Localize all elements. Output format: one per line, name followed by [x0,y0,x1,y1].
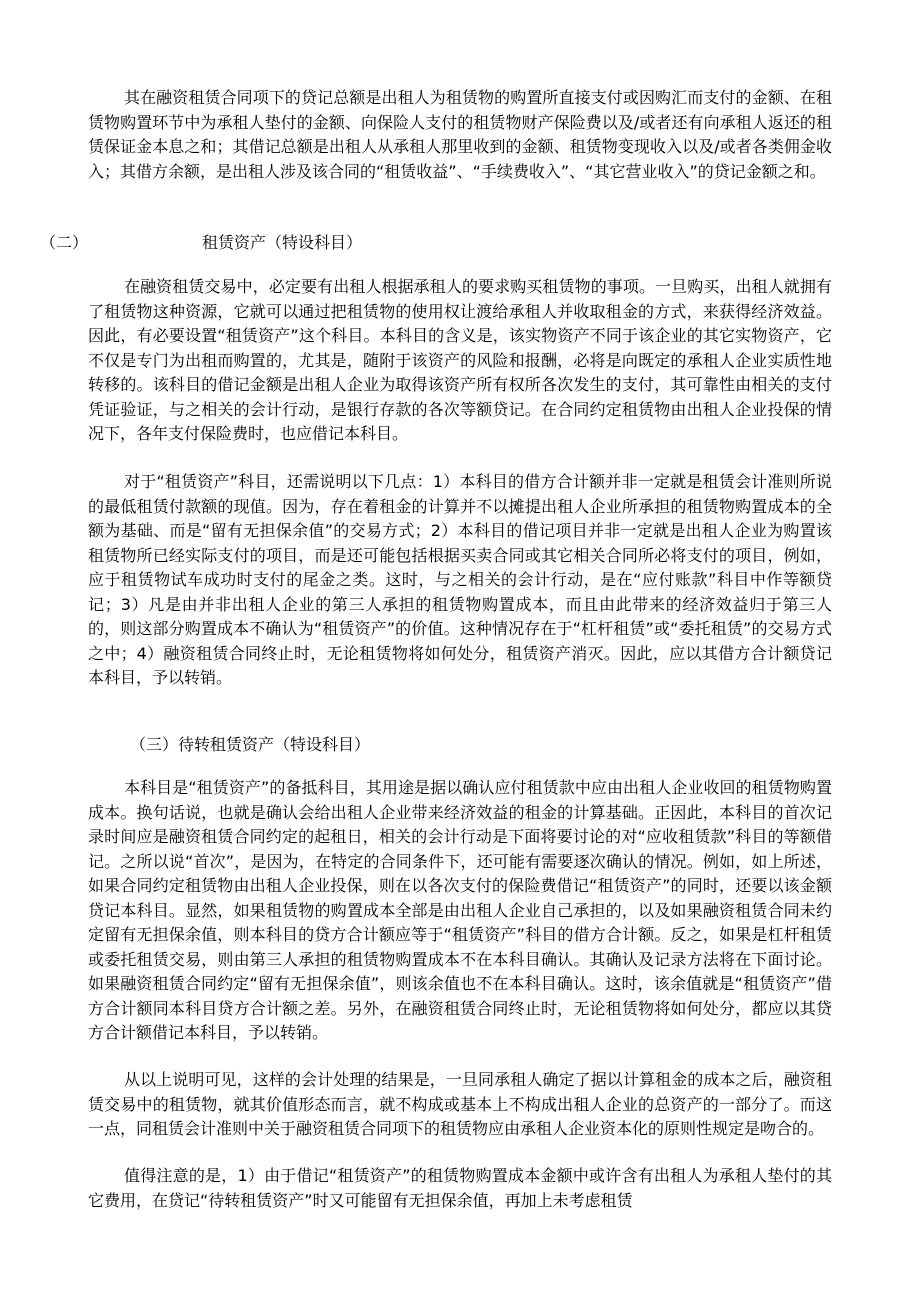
section-heading-lease-assets: 租赁资产（特设科目） [202,233,363,252]
paragraph-lease-assets-notes: 对于“租赁资产”科目，还需说明以下几点：1）本科目的借方合计额并非一定就是租赁会计准则所说的最低租赁付款额的现值。因为，存在着租金的计算并不以摊提出租人企业所承担的租赁物购置成本的全额为基础、而是“留有无担保余值”的交易方式；2）本科目的借记项目并非一定就是出租人企业为购置该租赁物所已经实际支付的项目，而是还可能包括根据买卖合同或其它相关合同所必将支付的项目，例如，应于租赁物试车成功时支付的尾金之类。这时，与之相关的会计行动，是在“应付账款”科目中作等额贷记；3）凡是由并非出租人企业的第三人承担的租赁物购置成本，而且由此带来的经济效益归于第三人的，则这部分购置成本不确认为“租赁资产”的价值。这种情况存在于“杠杆租赁”或“委托租赁”的交易方式之中；4）融资租赁合同终止时，无论租赁物将如何处分，租赁资产消灭。因此，应以其借方合计额贷记本科目，予以转销。 [88,472,832,687]
paragraph-lease-assets-intro: 在融资租赁交易中，必定要有出租人根据承租人的要求购买租赁物的事项。一旦购买，出租人就拥有了租赁物这种资源，它就可以通过把租赁物的使用权让渡给承租人并收取租金的方式，来获得经济效益。因此，有必要设置“租赁资产”这个科目。本科目的含义是，该实物资产不同于该企业的其它实物资产，它不仅是专门为出租而购置的，尤其是，随附于该资产的风险和报酬，必将是向既定的承租人企业实质性地转移的。该科目的借记金额是出租人企业为取得该资产所有权所各次发生的支付，其可靠性由相关的支付凭证验证，与之相关的会计行动，是银行存款的各次等额贷记。在合同约定租赁物由出租人企业投保的情况下，各年支付保险费时，也应借记本科目。 [88,277,832,443]
section-heading-pending-lease-assets: （三）待转租赁资产（特设科目） [130,735,371,754]
paragraph-pending-lease-assets: 本科目是“租赁资产”的备抵科目，其用途是据以确认应付租赁款中应由出租人企业收回的租赁物购置成本。换句话说，也就是确认会给出租人企业带来经济效益的租金的计算基础。正因此，本科目的首次记录时间应是融资租赁合同约定的起租日，相关的会计行动是下面将要讨论的对“应收租赁款”科目的等额借记。之所以说“首次”，是因为，在特定的合同条件下，还可能有需要逐次确认的情况。例如，如上所述，如果合同约定租赁物由出租人企业投保，则在以各次支付的保险费借记“租赁资产”的同时，还要以该金额贷记本科目。显然，如果租赁物的购置成本全部是由出租人企业自己承担的，以及如果融资租赁合同未约定留有无担保余值，则本科目的贷方合计额应等于“租赁资产”科目的借方合计额。反之，如果是杠杆租赁或委托租赁交易，则由第三人承担的租赁物购置成本不在本科目确认。其确认及记录方法将在下面讨论。如果融资租赁合同约定“留有无担保余值”，则该余值也不在本科目确认。这时，该余值就是“租赁资产”借方合计额同本科目贷方合计额之差。另外，在融资租赁合同终止时，无论租赁物将如何处分，都应以其贷方合计额借记本科目，予以转销。 [88,778,832,1042]
paragraph-noteworthy-points: 值得注意的是，1）由于借记“租赁资产”的租赁物购置成本金额中或许含有出租人为承租人垫付的其它费用，在贷记“待转租赁资产”时又可能留有无担保余值，再加上未考虑租赁 [88,1166,832,1210]
paragraph-lease-account-summary: 其在融资租赁合同项下的贷记总额是出租人为租赁物的购置所直接支付或因购汇而支付的金额、在租赁物购置环节中为承租人垫付的金额、向保险人支付的租赁物财产保险费以及/或者还有向承租人返还的租赁保证金本息之和；其借记总额是出租人从承租人那里收到的金额、租赁物变现收入以及/或者各类佣金收入；其借方余额，是出租人涉及该合同的“租赁收益”、“手续费收入”、“其它营业收入”的贷记金额之和。 [88,88,832,181]
paragraph-accounting-result: 从以上说明可见，这样的会计处理的结果是，一旦同承租人确定了据以计算租金的成本之后，融资租赁交易中的租赁物，就其价值形态而言，就不构成或基本上不构成出租人企业的总资产的一部分了。而这一点，同租赁会计准则中关于融资租赁合同项下的租赁物应由承租人企业资本化的原则性规定是吻合的。 [88,1070,832,1138]
section-number-2: （二） [40,233,89,252]
